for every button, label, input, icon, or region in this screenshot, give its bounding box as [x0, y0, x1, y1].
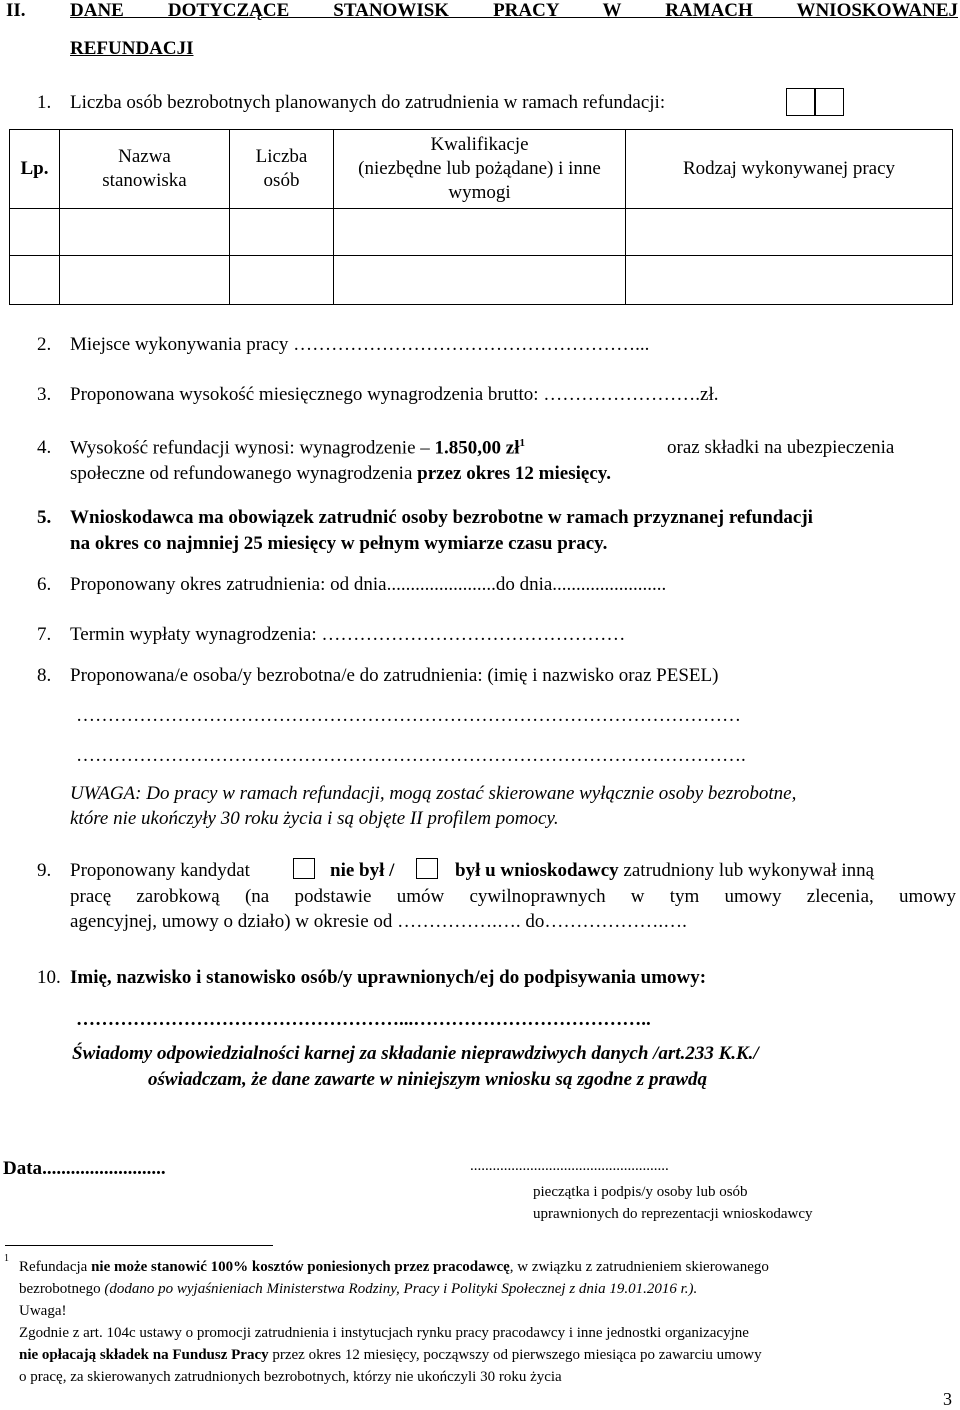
item4-line1: [70, 437, 525, 459]
table-cell[interactable]: [10, 209, 60, 256]
table-header-row: [10, 130, 953, 209]
checkbox-nie-byl[interactable]: [293, 858, 315, 879]
table-row: [10, 256, 953, 305]
table-cell[interactable]: [626, 209, 953, 256]
item10-dots[interactable]: ……………………………………………...………………………………..: [76, 1009, 651, 1030]
footnote-l2-a: bezrobotnego: [19, 1281, 101, 1297]
item7-text[interactable]: Termin wypłaty wynagrodzenia: …………………………………………: [70, 624, 626, 645]
footnote-ref: 1: [519, 437, 525, 449]
table-cell[interactable]: [10, 256, 60, 305]
table-cell[interactable]: [60, 256, 230, 305]
header-nazwa-l2: stanowiska: [102, 170, 187, 191]
item9-line3[interactable]: agencyjnej, umowy o działo) w okresie od …………….…. do……………….….: [70, 911, 687, 932]
item4-number: 4.: [37, 437, 52, 458]
item4-line2-a: społeczne od refundowanego wynagrodzenia: [70, 463, 413, 484]
header-liczba-l2: osób: [263, 170, 300, 191]
footnote-l5-a: nie opłacają składek na Fundusz Pracy: [19, 1347, 269, 1363]
item5-line1: Wnioskodawca ma obowiązek zatrudnić osoby bezrobotne w ramach przyznanej refundacji: [70, 507, 813, 528]
item4-amount: 1.850,00 zł: [434, 437, 520, 459]
item9-b: nie był /: [330, 860, 395, 881]
table-cell[interactable]: [230, 209, 334, 256]
header-liczba: [230, 130, 334, 209]
count-digit-box-2[interactable]: [814, 88, 844, 116]
item1-number: 1.: [37, 92, 52, 113]
table-cell[interactable]: [334, 209, 626, 256]
item4-line1-c: oraz składki na ubezpieczenia: [667, 437, 895, 458]
item4-line2: [70, 463, 611, 485]
item9-number: 9.: [37, 860, 52, 881]
table-cell[interactable]: [60, 209, 230, 256]
item8-dots-1[interactable]: ……………………………………………………………………………………………: [76, 705, 741, 726]
footnote-line4: Zgodnie z art. 104c ustawy o promocji zatrudnienia i instytucjach rynku pracy pracodawcy i inne jednostki organizacyjne: [19, 1325, 749, 1341]
item2-text[interactable]: Miejsce wykonywania pracy ………………………………………………...: [70, 334, 650, 355]
item9-line2: [70, 886, 956, 908]
item9-line2-text: pracę zarobkową (na podstawie umów cywilnoprawnych w tym umowy zlecenia, umowy: [70, 886, 956, 907]
section-title-line2: REFUNDACJI: [70, 38, 194, 59]
item4-line1-a: Wysokość refundacji wynosi: wynagrodzenie –: [70, 437, 430, 459]
item5-number: 5.: [37, 507, 52, 528]
item3-number: 3.: [37, 384, 52, 405]
item8-dots-2[interactable]: …………………………………………………………………………………………….: [76, 745, 746, 766]
item9-a: Proponowany kandydat: [70, 860, 250, 881]
item8-text: Proponowana/e osoba/y bezrobotna/e do zatrudnienia: (imię i nazwisko oraz PESEL): [70, 665, 719, 686]
header-nazwa-l1: Nazwa: [118, 146, 171, 167]
header-liczba-l1: Liczba: [255, 146, 308, 167]
item4-line2-b: przez okres 12 miesięcy.: [417, 463, 611, 484]
footnote-line6: o pracę, za skierowanych zatrudnionych bezrobotnych, którzy nie ukończyli 30 roku życia: [19, 1369, 562, 1385]
item8-note-line2: które nie ukończyły 30 roku życia i są objęte II profilem pomocy.: [70, 808, 559, 829]
table-row: [10, 209, 953, 256]
header-kwal-l2: (niezbędne lub pożądane) i inne: [358, 158, 601, 179]
item6-text[interactable]: Proponowany okres zatrudnienia: od dnia.......................do dnia........................: [70, 574, 667, 595]
date-label: Data: [3, 1158, 43, 1179]
declaration-line1: Świadomy odpowiedzialności karnej za składanie nieprawdziwych danych /art.233 K.K./: [72, 1043, 759, 1064]
footnote-l1-b: nie może stanowić 100% kosztów poniesionych przez pracodawcę: [91, 1259, 510, 1275]
page-number: 3: [943, 1389, 952, 1409]
item1-text: Liczba osób bezrobotnych planowanych do zatrudnienia w ramach refundacji:: [70, 92, 666, 113]
checkbox-byl[interactable]: [416, 858, 438, 879]
table-cell[interactable]: [334, 256, 626, 305]
footnote-line5: [19, 1347, 762, 1364]
item5-line2: na okres co najmniej 25 miesięcy w pełnym wymiarze czasu pracy.: [70, 533, 608, 554]
item9-c: był u wnioskodawcy: [455, 860, 619, 881]
footnote-line2: [19, 1281, 697, 1298]
signature-caption-2: uprawnionych do reprezentacji wnioskodawcy: [533, 1206, 813, 1222]
footnote-line3: Uwaga!: [19, 1303, 67, 1319]
header-rodzaj: Rodzaj wykonywanej pracy: [626, 130, 953, 209]
date-dots: ..........................: [42, 1158, 166, 1179]
section-title-line1: [70, 0, 958, 22]
signature-caption-1: pieczątka i podpis/y osoby lub osób: [533, 1184, 748, 1200]
item7-number: 7.: [37, 624, 52, 645]
footnote-l2-b: (dodano po wyjaśnieniach Ministerstwa Rodziny, Pracy i Polityki Społecznej z dnia 19.01.2016 r.).: [104, 1281, 698, 1297]
item10-number: 10.: [37, 967, 61, 988]
item8-note-line1: UWAGA: Do pracy w ramach refundacji, mogą zostać skierowane wyłącznie osoby bezrobotne,: [70, 783, 797, 804]
section-title-text: DANE DOTYCZĄCE STANOWISK PRACY W RAMACH WNIOSKOWANEJ: [70, 0, 958, 21]
header-kwalifikacje: [334, 130, 626, 209]
signature-dots[interactable]: .....................................................: [470, 1158, 669, 1174]
header-kwal-l3: wymogi: [448, 182, 511, 203]
date-field[interactable]: [3, 1158, 166, 1180]
declaration-line2: oświadczam, że dane zawarte w niniejszym wniosku są zgodne z prawdą: [148, 1069, 708, 1090]
footnote-line1: [19, 1259, 769, 1276]
header-kwal-l1: Kwalifikacje: [430, 134, 529, 155]
item10-text: Imię, nazwisko i stanowisko osób/y uprawnionych/ej do podpisywania umowy:: [70, 967, 707, 988]
item8-number: 8.: [37, 665, 52, 686]
item3-text[interactable]: Proponowana wysokość miesięcznego wynagrodzenia brutto: …………………….zł.: [70, 384, 719, 405]
footnote-l5-b: przez okres 12 miesięcy, począwszy od pierwszego miesiąca po zawarciu umowy: [272, 1347, 762, 1363]
footnote-l1-c: , w związku z zatrudnieniem skierowanego: [509, 1259, 769, 1275]
count-digit-box-1[interactable]: [786, 88, 816, 116]
table-cell[interactable]: [230, 256, 334, 305]
footnote-mark: 1: [4, 1253, 9, 1264]
footnote-l1-a: Refundacja: [19, 1259, 88, 1275]
table-cell[interactable]: [626, 256, 953, 305]
footnote-separator: [5, 1245, 273, 1246]
header-lp: Lp.: [10, 130, 60, 209]
header-nazwa: [60, 130, 230, 209]
item9-line1-rest: [455, 860, 874, 882]
item2-number: 2.: [37, 334, 52, 355]
positions-table: [9, 129, 953, 305]
item6-number: 6.: [37, 574, 52, 595]
section-number: II.: [6, 0, 26, 21]
item9-d: zatrudniony lub wykonywał inną: [623, 860, 875, 881]
